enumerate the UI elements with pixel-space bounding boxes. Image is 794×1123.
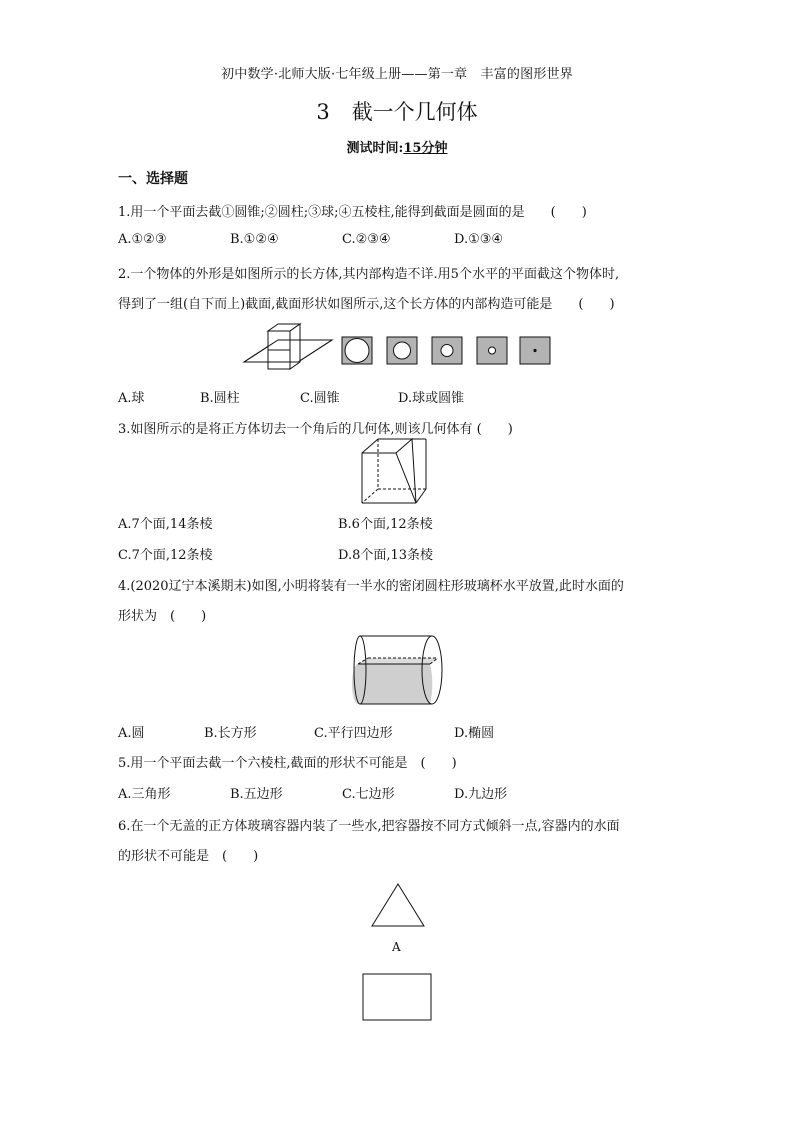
lesson-number: 3 [316,100,330,124]
q5-option-b: B.五边形 [230,787,283,802]
q4-figure-horizontal-cylinder [352,634,444,706]
q5-option-d: D.九边形 [454,787,508,802]
page-title [0,96,794,126]
page-header: 初中数学·北师大版·七年级上册——第一章 丰富的图形世界 [221,67,573,82]
q5-option-a: A.三角形 [118,787,171,802]
q2-option-b: B.圆柱 [200,391,240,406]
q5-option-c: C.七边形 [342,787,395,802]
question-4-text-line-1: 4.(2020辽宁本溪期末)如图,小明将装有一半水的密闭圆柱形玻璃杯水平放置,此时水面的 [118,579,624,594]
q2-option-c: C.圆锥 [300,391,340,406]
question-2-text-line-1: 2.一个物体的外形是如图所示的长方体,其内部构造不详.用5个水平的平面截这个物体时, [118,267,620,282]
q4-option-d: D.椭圆 [454,726,495,741]
question-2-text-line-2: 得到了一组(自下而上)截面,截面形状如图所示,这个长方体的内部构造可能是 ( ) [118,297,615,312]
question-6-text-line-1: 6.在一个无盖的正方体玻璃容器内装了一些水,把容器按不同方式倾斜一点,容器内的水面 [118,819,620,834]
section-heading: 一、选择题 [118,171,188,187]
test-time [0,137,794,156]
q4-option-c: C.平行四边形 [314,726,393,741]
q4-option-b: B.长方形 [204,726,257,741]
cross-section-2 [387,337,417,364]
lesson-title: 截一个几何体 [351,100,478,124]
q1-option-d: D.①③④ [454,232,504,247]
q6-option-a-triangle [370,882,426,928]
cross-section-5 [520,337,550,364]
q3-figure-truncated-cube [362,437,432,505]
question-6-text-line-2: 的形状不可能是 ( ) [118,849,259,864]
cuboid-with-plane [244,324,332,369]
question-3-text: 3.如图所示的是将正方体切去一个角后的几何体,则该几何体有 ( ) [118,422,513,437]
cross-section-1 [342,337,372,364]
q6-option-a-label: A [392,940,401,954]
test-time-label: 测试时间: [346,141,404,156]
test-time-value: 15分钟 [403,141,448,156]
q2-figure [244,322,554,372]
q3-option-b: B.6个面,12条棱 [338,517,433,532]
q6-option-b-rectangle [362,973,432,1021]
question-5-text: 5.用一个平面去截一个六棱柱,截面的形状不可能是 ( ) [118,756,457,771]
q1-option-c: C.②③④ [342,232,391,247]
q1-option-b: B.①②④ [230,232,279,247]
q4-option-a: A.圆 [118,726,145,741]
cross-section-4 [477,337,507,364]
q2-option-d: D.球或圆锥 [398,391,465,406]
cross-section-3 [432,337,462,364]
question-4-text-line-2: 形状为 ( ) [118,609,207,624]
q3-option-a: A.7个面,14条棱 [118,517,213,532]
q3-option-d: D.8个面,13条棱 [338,548,434,563]
q3-option-c: C.7个面,12条棱 [118,548,213,563]
q2-option-a: A.球 [118,391,145,406]
question-1-text: 1.用一个平面去截①圆锥;②圆柱;③球;④五棱柱,能得到截面是圆面的是 ( ) [118,205,587,220]
q1-option-a: A.①②③ [118,232,167,247]
